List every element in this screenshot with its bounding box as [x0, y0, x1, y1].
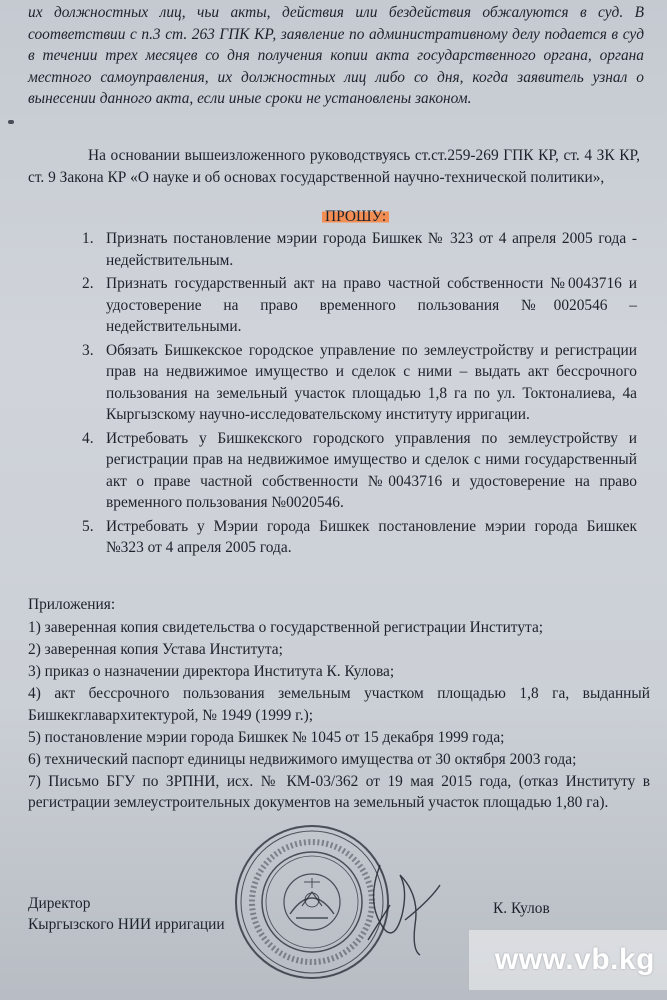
request-item: [77, 273, 637, 338]
request-item: [77, 340, 637, 426]
basis-paragraph: На основании вышеизложенного руководствуясь ст.ст.259-269 ГПК КР, ст. 4 ЗК КР, ст. 9 Закона КР «О науке и об основах государственной научно-технической политики»,: [28, 147, 640, 186]
request-item: [77, 228, 637, 271]
annex-list: [28, 617, 650, 814]
annex-title: Приложения:: [28, 596, 116, 613]
handwritten-signature: [360, 845, 450, 965]
site-watermark: [469, 930, 667, 990]
request-number: 3.: [82, 341, 94, 359]
annex-item: 6) технический паспорт единицы недвижимого имущества от 30 октября 2003 года;: [28, 750, 577, 768]
intro-italic-paragraph: их должностных лиц, чьи акты, действия или бездействия обжалуются в суд. В соответствии с п.3 ст. 263 ГПК КР, заявление по административному делу подается в суд в течении трех месяцев со дня получения копии акта государственного органа, органа местного самоуправления, их должностных лиц либо со дня, когда заявитель узнал о вынесении данного акта, если иные сроки не установлены законом.: [28, 4, 644, 107]
request-text: Признать государственный акт на право частной собственности №0043716 и удостоверение на право временного пользования №0020546 – недействительными.: [106, 275, 637, 335]
request-number: 2.: [82, 275, 94, 292]
request-text: Истребовать у Мэрии города Бишкек постановление мэрии города Бишкек №323 от 4 апреля 2005 года.: [106, 517, 637, 556]
signatory-role: [28, 893, 225, 935]
annex-item: 7) Письмо БГУ по ЗРПНИ, исх. № КМ-03/362 от 19 мая 2015 года, (отказ Институту в регистрации землеустроительных документов на земельный участок площадью 1,80 га).: [28, 772, 650, 811]
request-number: 5.: [82, 517, 94, 535]
request-text: Истребовать у Бишкекского городского управления по землеустройству и регистрации прав на недвижимое имущество и сделок с ними государственный акт о праве частной собственности №0043716 и удостоверение на право временного пользования №0020546.: [106, 429, 637, 511]
watermark-text: www.vb.kg: [494, 943, 655, 976]
request-number: 1.: [82, 230, 94, 247]
request-item: [77, 428, 637, 514]
annex-item: 1) заверенная копия свидетельства о государственной регистрации Института;: [28, 619, 544, 636]
signatory-name: К. Кулов: [493, 900, 550, 917]
annex-item: 4) акт бессрочного пользования земельным участком площадью 1,8 га, выданный Бишкекглавархитектурой, № 1949 (1999 г.);: [28, 685, 650, 724]
request-list: [77, 228, 637, 561]
request-text: Обязать Бишкекское городское управление по землеустройству и регистрации прав на недвижимое имущество и сделок с ними – выдать акт бессрочного пользования на земельный участок площадью 1,8 га по ул. Токтоналиева, 4а Кыргызскому научно-исследовательскому институту ирригации.: [106, 341, 637, 423]
request-title: [322, 208, 389, 226]
signatory-title: Директор: [28, 895, 91, 912]
annex-item: 5) постановление мэрии города Бишкек № 1045 от 15 декабря 1999 года;: [28, 728, 505, 746]
request-number: 4.: [82, 429, 94, 447]
request-item: [77, 516, 637, 559]
annex-item: 2) заверенная копия Устава Института;: [28, 641, 283, 658]
request-text: Признать постановление мэрии города Бишкек № 323 от 4 апреля 2005 года - недействительным.: [106, 230, 637, 269]
pen-mark: [8, 120, 14, 124]
request-title-text: ПРОШУ:: [322, 208, 389, 225]
signatory-organization: Кыргызского НИИ ирригации: [28, 916, 225, 933]
annex-item: 3) приказ о назначении директора Института К. Кулова;: [28, 663, 395, 680]
